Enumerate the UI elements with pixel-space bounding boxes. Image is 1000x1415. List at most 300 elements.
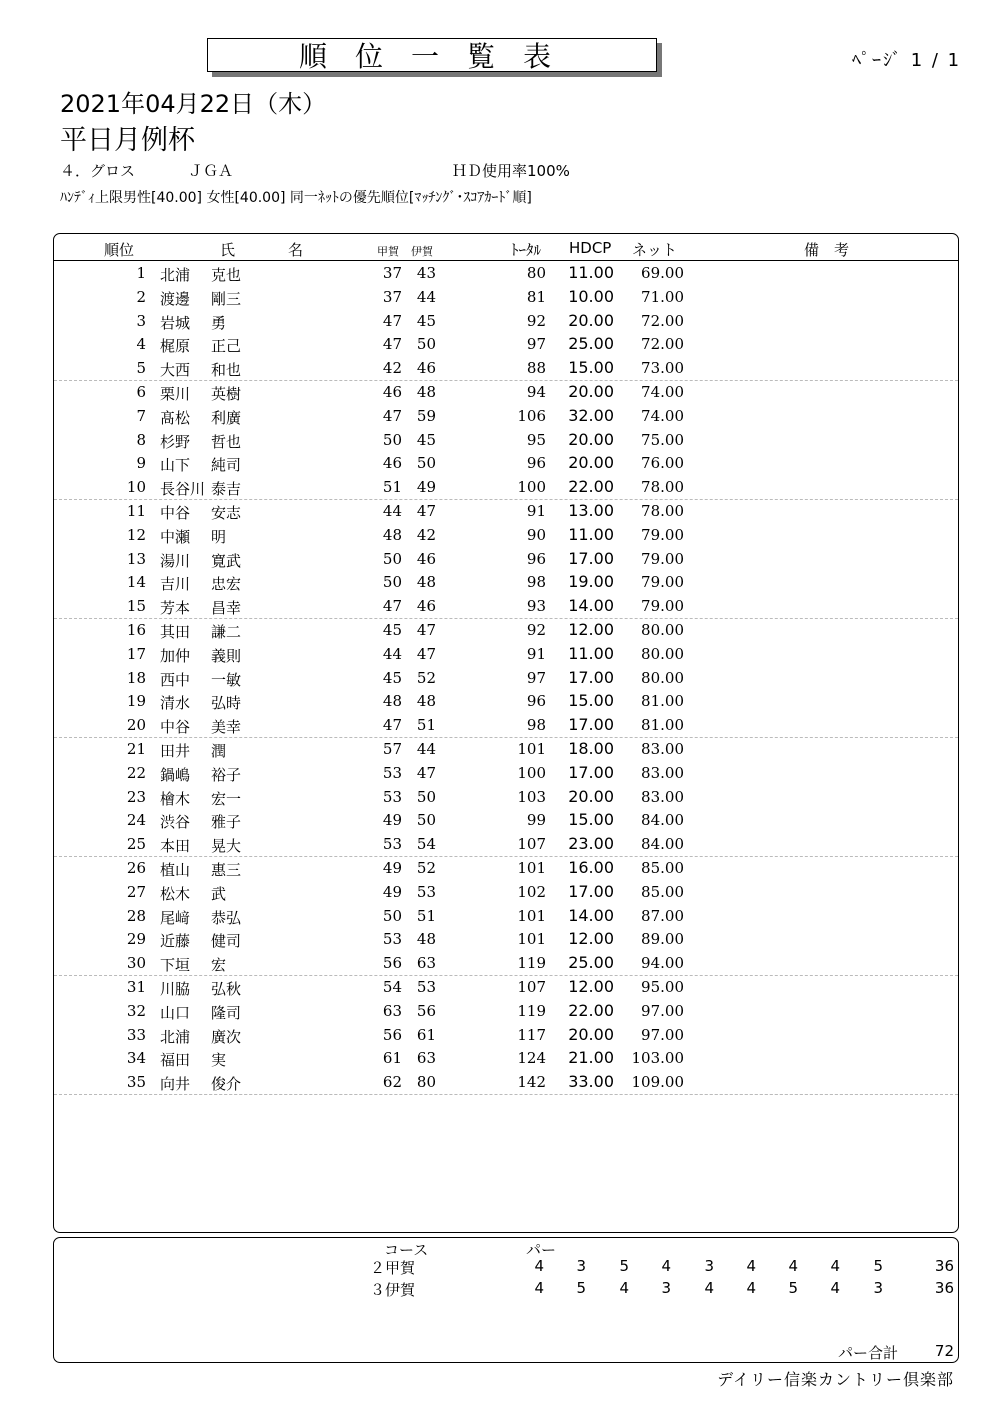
last-name-cell: 中瀬 bbox=[160, 527, 191, 546]
net-cell: 87.00 bbox=[641, 906, 684, 925]
net-cell: 80.00 bbox=[641, 621, 684, 639]
in-score-cell: 56 bbox=[416, 1001, 436, 1020]
first-name-cell: 宏 bbox=[211, 956, 227, 975]
out-score-cell: 56 bbox=[382, 1025, 402, 1044]
last-name-cell: 大西 bbox=[160, 361, 191, 380]
rank-cell: 25 bbox=[126, 835, 146, 854]
total-cell: 101 bbox=[517, 740, 546, 758]
total-cell: 92 bbox=[526, 621, 546, 639]
net-cell: 83.00 bbox=[641, 740, 684, 758]
net-cell: 85.00 bbox=[641, 859, 684, 877]
out-score-cell: 49 bbox=[382, 882, 402, 901]
hdcp-cell: 25.00 bbox=[568, 334, 614, 354]
in-score-cell: 53 bbox=[416, 882, 436, 901]
rank-cell: 13 bbox=[126, 549, 146, 568]
par-label: パー bbox=[526, 1241, 557, 1259]
course-par-total: 36 bbox=[934, 1257, 954, 1275]
net-cell: 94.00 bbox=[641, 954, 684, 973]
in-score-cell: 48 bbox=[416, 573, 436, 592]
hole-par: 4 bbox=[830, 1279, 840, 1297]
hole-par: 3 bbox=[576, 1257, 586, 1275]
course-info bbox=[53, 1237, 959, 1363]
first-name-cell: 武 bbox=[211, 884, 227, 903]
rank-cell: 20 bbox=[126, 716, 146, 735]
table-row bbox=[54, 475, 958, 500]
rank-cell: 9 bbox=[136, 454, 146, 473]
last-name-cell: 髙松 bbox=[160, 408, 191, 427]
hdcp-cell: 11.00 bbox=[568, 524, 614, 544]
net-cell: 73.00 bbox=[641, 359, 684, 378]
out-score-cell: 45 bbox=[382, 621, 402, 639]
hdcp-cell: 22.00 bbox=[568, 477, 614, 497]
out-score-cell: 46 bbox=[382, 383, 402, 401]
hole-par: 4 bbox=[619, 1279, 629, 1297]
out-score-cell: 44 bbox=[382, 644, 402, 663]
first-name-cell: 実 bbox=[211, 1051, 227, 1070]
in-score-cell: 43 bbox=[416, 264, 436, 282]
hdcp-cell: 33.00 bbox=[568, 1072, 614, 1092]
hdcp-cell: 17.00 bbox=[568, 667, 614, 687]
last-name-cell: 山下 bbox=[160, 456, 191, 475]
in-score-cell: 50 bbox=[416, 454, 436, 473]
net-cell: 84.00 bbox=[641, 811, 684, 830]
hole-par: 4 bbox=[746, 1279, 756, 1297]
first-name-cell: 晃大 bbox=[211, 837, 242, 856]
hdcp-cell: 14.00 bbox=[568, 596, 614, 616]
total-cell: 101 bbox=[517, 906, 546, 925]
in-score-cell: 50 bbox=[416, 335, 436, 354]
hdcp-cell: 20.00 bbox=[568, 786, 614, 806]
table-row bbox=[54, 904, 958, 928]
hole-par: 4 bbox=[704, 1279, 714, 1297]
rank-cell: 4 bbox=[136, 335, 146, 354]
net-cell: 80.00 bbox=[641, 668, 684, 687]
in-score-cell: 80 bbox=[416, 1073, 436, 1092]
table-row bbox=[54, 975, 958, 999]
first-name-cell: 和也 bbox=[211, 361, 242, 380]
hole-par: 5 bbox=[873, 1257, 883, 1275]
hdcp-cell: 11.00 bbox=[568, 643, 614, 663]
rank-cell: 16 bbox=[126, 621, 146, 639]
first-name-cell: 昌幸 bbox=[211, 599, 242, 618]
in-score-cell: 46 bbox=[416, 359, 436, 378]
table-row bbox=[54, 547, 958, 571]
net-cell: 83.00 bbox=[641, 763, 684, 782]
last-name-cell: 檜木 bbox=[160, 789, 191, 808]
rank-cell: 35 bbox=[126, 1073, 146, 1092]
net-cell: 72.00 bbox=[641, 311, 684, 330]
hdcp-cell: 20.00 bbox=[568, 429, 614, 449]
first-name-cell: 美幸 bbox=[211, 718, 242, 737]
hdcp-cell: 14.00 bbox=[568, 905, 614, 925]
last-name-cell: 北浦 bbox=[160, 266, 191, 284]
rank-cell: 12 bbox=[126, 525, 146, 544]
hdcp-cell: 13.00 bbox=[568, 501, 614, 520]
net-cell: 74.00 bbox=[641, 406, 684, 425]
total-cell: 80 bbox=[526, 264, 546, 282]
in-score-cell: 51 bbox=[416, 906, 436, 925]
col-name-a: 氏 bbox=[220, 241, 236, 259]
event-date: 2021年04月22日（木） bbox=[60, 90, 327, 118]
hdcp-cell: 12.00 bbox=[568, 929, 614, 949]
hdcp-cell: 15.00 bbox=[568, 810, 614, 830]
total-cell: 103 bbox=[517, 787, 546, 806]
hdcp-cell: 20.00 bbox=[568, 382, 614, 401]
net-cell: 81.00 bbox=[641, 716, 684, 735]
total-cell: 100 bbox=[517, 478, 546, 497]
out-score-cell: 50 bbox=[382, 549, 402, 568]
table-row bbox=[54, 761, 958, 785]
hdcp-cell: 20.00 bbox=[568, 310, 614, 330]
total-cell: 101 bbox=[517, 859, 546, 877]
out-score-cell: 47 bbox=[382, 406, 402, 425]
table-row bbox=[54, 499, 958, 523]
hdcp-cell: 25.00 bbox=[568, 953, 614, 973]
first-name-cell: 義則 bbox=[211, 646, 242, 665]
rank-cell: 21 bbox=[126, 740, 146, 758]
in-score-cell: 52 bbox=[416, 668, 436, 687]
hole-par: 4 bbox=[830, 1257, 840, 1275]
rank-cell: 27 bbox=[126, 882, 146, 901]
hdcp-cell: 11.00 bbox=[568, 263, 614, 282]
last-name-cell: 中谷 bbox=[160, 504, 191, 522]
total-cell: 96 bbox=[526, 549, 546, 568]
hole-par: 4 bbox=[534, 1279, 544, 1297]
total-cell: 101 bbox=[517, 930, 546, 949]
net-cell: 89.00 bbox=[641, 930, 684, 949]
table-row bbox=[54, 309, 958, 333]
rank-cell: 8 bbox=[136, 430, 146, 449]
first-name-cell: 恭弘 bbox=[211, 908, 242, 927]
in-score-cell: 48 bbox=[416, 930, 436, 949]
rank-cell: 6 bbox=[136, 383, 146, 401]
last-name-cell: 其田 bbox=[160, 623, 191, 641]
in-score-cell: 45 bbox=[416, 311, 436, 330]
in-score-cell: 50 bbox=[416, 811, 436, 830]
par-total-value: 72 bbox=[934, 1342, 954, 1360]
hdcp-cell: 12.00 bbox=[568, 977, 614, 996]
hole-par: 3 bbox=[661, 1279, 671, 1297]
total-cell: 94 bbox=[526, 383, 546, 401]
first-name-cell: 宏一 bbox=[211, 789, 242, 808]
handicap-note: ﾊﾝﾃﾞｨ上限男性[40.00] 女性[40.00] 同一ﾈｯﾄの優先順位[ﾏｯﾁﾝｸﾞ･ｽｺｱｶｰﾄﾞ順] bbox=[60, 190, 532, 206]
total-cell: 107 bbox=[517, 978, 546, 996]
first-name-cell: 利廣 bbox=[211, 408, 242, 427]
competition-settings bbox=[60, 160, 760, 182]
rank-cell: 14 bbox=[126, 573, 146, 592]
table-row bbox=[54, 666, 958, 690]
total-cell: 97 bbox=[526, 668, 546, 687]
rank-cell: 34 bbox=[126, 1049, 146, 1068]
out-score-cell: 54 bbox=[382, 978, 402, 996]
table-row bbox=[54, 1023, 958, 1047]
out-score-cell: 45 bbox=[382, 668, 402, 687]
net-cell: 79.00 bbox=[641, 597, 684, 616]
first-name-cell: 安志 bbox=[211, 504, 242, 522]
in-score-cell: 51 bbox=[416, 716, 436, 735]
first-name-cell: 泰吉 bbox=[211, 480, 242, 499]
page-title bbox=[207, 38, 657, 72]
net-cell: 109.00 bbox=[631, 1073, 684, 1092]
last-name-cell: 植山 bbox=[160, 861, 191, 879]
out-score-cell: 47 bbox=[382, 335, 402, 354]
col-in: 伊賀 bbox=[411, 245, 433, 258]
col-name-b: 名 bbox=[288, 241, 304, 259]
first-name-cell: 哲也 bbox=[211, 432, 242, 451]
last-name-cell: 福田 bbox=[160, 1051, 191, 1070]
first-name-cell: 弘秋 bbox=[211, 980, 242, 998]
rank-cell: 1 bbox=[136, 264, 146, 282]
out-score-cell: 49 bbox=[382, 859, 402, 877]
net-cell: 81.00 bbox=[641, 692, 684, 711]
net-cell: 74.00 bbox=[641, 383, 684, 401]
first-name-cell: 克也 bbox=[211, 266, 242, 284]
table-row bbox=[54, 927, 958, 951]
first-name-cell: 明 bbox=[211, 527, 227, 546]
last-name-cell: 清水 bbox=[160, 694, 191, 713]
last-name-cell: 杉野 bbox=[160, 432, 191, 451]
org-label: ＪＧＡ bbox=[188, 162, 234, 180]
hd-rate-label: ＨＤ使用率100% bbox=[452, 162, 570, 180]
col-hdcp: HDCP bbox=[569, 239, 612, 257]
hole-par: 3 bbox=[873, 1279, 883, 1297]
course-name: ３伊賀 bbox=[370, 1281, 416, 1299]
in-score-cell: 48 bbox=[416, 692, 436, 711]
table-row bbox=[54, 285, 958, 309]
table-row bbox=[54, 451, 958, 475]
out-score-cell: 53 bbox=[382, 763, 402, 782]
rank-cell: 15 bbox=[126, 597, 146, 616]
format-label: ４．グロス bbox=[60, 162, 136, 180]
first-name-cell: 謙二 bbox=[211, 623, 242, 641]
hdcp-cell: 22.00 bbox=[568, 1000, 614, 1020]
course-par-total: 36 bbox=[934, 1279, 954, 1297]
table-row bbox=[54, 332, 958, 356]
hdcp-cell: 12.00 bbox=[568, 620, 614, 639]
col-net: ネット bbox=[632, 241, 678, 259]
hdcp-cell: 23.00 bbox=[568, 834, 614, 854]
total-cell: 96 bbox=[526, 454, 546, 473]
out-score-cell: 50 bbox=[382, 906, 402, 925]
in-score-cell: 53 bbox=[416, 978, 436, 996]
table-row bbox=[54, 570, 958, 594]
out-score-cell: 62 bbox=[382, 1073, 402, 1092]
course-name: ２甲賀 bbox=[370, 1259, 416, 1277]
total-cell: 81 bbox=[526, 287, 546, 306]
col-remarks: 備 考 bbox=[804, 241, 850, 259]
out-score-cell: 47 bbox=[382, 597, 402, 616]
last-name-cell: 近藤 bbox=[160, 932, 191, 951]
table-row bbox=[54, 380, 958, 404]
rank-cell: 11 bbox=[126, 502, 146, 520]
out-score-cell: 53 bbox=[382, 787, 402, 806]
total-cell: 124 bbox=[517, 1049, 546, 1068]
rank-cell: 17 bbox=[126, 644, 146, 663]
last-name-cell: 北浦 bbox=[160, 1027, 191, 1046]
in-score-cell: 61 bbox=[416, 1025, 436, 1044]
rank-cell: 3 bbox=[136, 311, 146, 330]
total-cell: 95 bbox=[526, 430, 546, 449]
out-score-cell: 50 bbox=[382, 430, 402, 449]
net-cell: 76.00 bbox=[641, 454, 684, 473]
rank-cell: 30 bbox=[126, 954, 146, 973]
table-row bbox=[54, 951, 958, 976]
total-cell: 96 bbox=[526, 692, 546, 711]
hole-par: 3 bbox=[704, 1257, 714, 1275]
last-name-cell: 芳本 bbox=[160, 599, 191, 618]
out-score-cell: 37 bbox=[382, 264, 402, 282]
hdcp-cell: 15.00 bbox=[568, 358, 614, 378]
results-table bbox=[53, 233, 959, 1233]
last-name-cell: 田井 bbox=[160, 742, 191, 760]
total-cell: 119 bbox=[517, 954, 546, 973]
rank-cell: 18 bbox=[126, 668, 146, 687]
hole-par: 5 bbox=[619, 1257, 629, 1275]
total-cell: 119 bbox=[517, 1001, 546, 1020]
table-header bbox=[54, 234, 958, 261]
in-score-cell: 48 bbox=[416, 383, 436, 401]
last-name-cell: 鍋嶋 bbox=[160, 765, 191, 784]
first-name-cell: 隆司 bbox=[211, 1003, 242, 1022]
table-row bbox=[54, 689, 958, 713]
in-score-cell: 50 bbox=[416, 787, 436, 806]
last-name-cell: 松木 bbox=[160, 884, 191, 903]
in-score-cell: 54 bbox=[416, 835, 436, 854]
first-name-cell: 寛武 bbox=[211, 551, 242, 570]
rank-cell: 5 bbox=[136, 359, 146, 378]
table-row bbox=[54, 880, 958, 904]
hdcp-cell: 16.00 bbox=[568, 858, 614, 877]
hole-par: 5 bbox=[576, 1279, 586, 1297]
last-name-cell: 加仲 bbox=[160, 646, 191, 665]
col-total: ﾄｰﾀﾙ bbox=[511, 241, 542, 259]
rank-cell: 2 bbox=[136, 287, 146, 306]
table-row bbox=[54, 999, 958, 1023]
in-score-cell: 44 bbox=[416, 740, 436, 758]
col-out: 甲賀 bbox=[377, 245, 399, 258]
table-row bbox=[54, 1046, 958, 1070]
table-row bbox=[54, 713, 958, 738]
rank-cell: 32 bbox=[126, 1001, 146, 1020]
first-name-cell: 俊介 bbox=[211, 1075, 242, 1094]
net-cell: 78.00 bbox=[641, 478, 684, 497]
last-name-cell: 梶原 bbox=[160, 337, 191, 356]
table-row bbox=[54, 261, 958, 285]
total-cell: 98 bbox=[526, 716, 546, 735]
hdcp-cell: 32.00 bbox=[568, 405, 614, 425]
hole-par: 4 bbox=[746, 1257, 756, 1275]
last-name-cell: 下垣 bbox=[160, 956, 191, 975]
net-cell: 79.00 bbox=[641, 549, 684, 568]
rank-cell: 10 bbox=[126, 478, 146, 497]
in-score-cell: 63 bbox=[416, 1049, 436, 1068]
table-row bbox=[54, 523, 958, 547]
first-name-cell: 勇 bbox=[211, 313, 227, 332]
total-cell: 99 bbox=[526, 811, 546, 830]
net-cell: 103.00 bbox=[631, 1049, 684, 1068]
net-cell: 80.00 bbox=[641, 644, 684, 663]
first-name-cell: 英樹 bbox=[211, 385, 242, 403]
table-row bbox=[54, 808, 958, 832]
hdcp-cell: 20.00 bbox=[568, 1024, 614, 1044]
hole-par: 4 bbox=[661, 1257, 671, 1275]
out-score-cell: 63 bbox=[382, 1001, 402, 1020]
out-score-cell: 49 bbox=[382, 811, 402, 830]
out-score-cell: 47 bbox=[382, 716, 402, 735]
in-score-cell: 52 bbox=[416, 859, 436, 877]
first-name-cell: 一敏 bbox=[211, 670, 242, 689]
rank-cell: 7 bbox=[136, 406, 146, 425]
first-name-cell: 弘時 bbox=[211, 694, 242, 713]
total-cell: 90 bbox=[526, 525, 546, 544]
in-score-cell: 59 bbox=[416, 406, 436, 425]
first-name-cell: 正己 bbox=[211, 337, 242, 356]
hole-par: 4 bbox=[534, 1257, 544, 1275]
table-row bbox=[54, 618, 958, 642]
total-cell: 88 bbox=[526, 359, 546, 378]
in-score-cell: 47 bbox=[416, 502, 436, 520]
in-score-cell: 47 bbox=[416, 621, 436, 639]
hdcp-cell: 17.00 bbox=[568, 762, 614, 782]
out-score-cell: 42 bbox=[382, 359, 402, 378]
out-score-cell: 37 bbox=[382, 287, 402, 306]
rank-cell: 29 bbox=[126, 930, 146, 949]
last-name-cell: 長谷川 bbox=[160, 480, 206, 499]
out-score-cell: 48 bbox=[382, 525, 402, 544]
total-cell: 97 bbox=[526, 335, 546, 354]
hdcp-cell: 19.00 bbox=[568, 572, 614, 592]
first-name-cell: 潤 bbox=[211, 742, 227, 760]
last-name-cell: 山口 bbox=[160, 1003, 191, 1022]
table-row bbox=[54, 428, 958, 452]
total-cell: 100 bbox=[517, 763, 546, 782]
net-cell: 97.00 bbox=[641, 1001, 684, 1020]
total-cell: 142 bbox=[517, 1073, 546, 1092]
last-name-cell: 本田 bbox=[160, 837, 191, 856]
first-name-cell: 忠宏 bbox=[211, 575, 242, 594]
hdcp-cell: 10.00 bbox=[568, 286, 614, 306]
out-score-cell: 56 bbox=[382, 954, 402, 973]
out-score-cell: 51 bbox=[382, 478, 402, 497]
out-score-cell: 53 bbox=[382, 930, 402, 949]
hole-par: 5 bbox=[788, 1279, 798, 1297]
last-name-cell: 湯川 bbox=[160, 551, 191, 570]
table-end-line bbox=[54, 1071, 958, 1095]
in-score-cell: 46 bbox=[416, 597, 436, 616]
in-score-cell: 49 bbox=[416, 478, 436, 497]
last-name-cell: 岩城 bbox=[160, 313, 191, 332]
net-cell: 83.00 bbox=[641, 787, 684, 806]
out-score-cell: 57 bbox=[382, 740, 402, 758]
net-cell: 78.00 bbox=[641, 502, 684, 520]
total-cell: 98 bbox=[526, 573, 546, 592]
net-cell: 97.00 bbox=[641, 1025, 684, 1044]
net-cell: 69.00 bbox=[641, 264, 684, 282]
table-row bbox=[54, 737, 958, 761]
out-score-cell: 46 bbox=[382, 454, 402, 473]
first-name-cell: 雅子 bbox=[211, 813, 242, 832]
hdcp-cell: 20.00 bbox=[568, 453, 614, 473]
net-cell: 85.00 bbox=[641, 882, 684, 901]
page-number: ﾍﾟｰｼﾞ 1 / 1 bbox=[852, 50, 962, 71]
net-cell: 84.00 bbox=[641, 835, 684, 854]
table-row bbox=[54, 785, 958, 809]
rank-cell: 19 bbox=[126, 692, 146, 711]
out-score-cell: 53 bbox=[382, 835, 402, 854]
net-cell: 72.00 bbox=[641, 335, 684, 354]
net-cell: 71.00 bbox=[641, 287, 684, 306]
rank-cell: 31 bbox=[126, 978, 146, 996]
